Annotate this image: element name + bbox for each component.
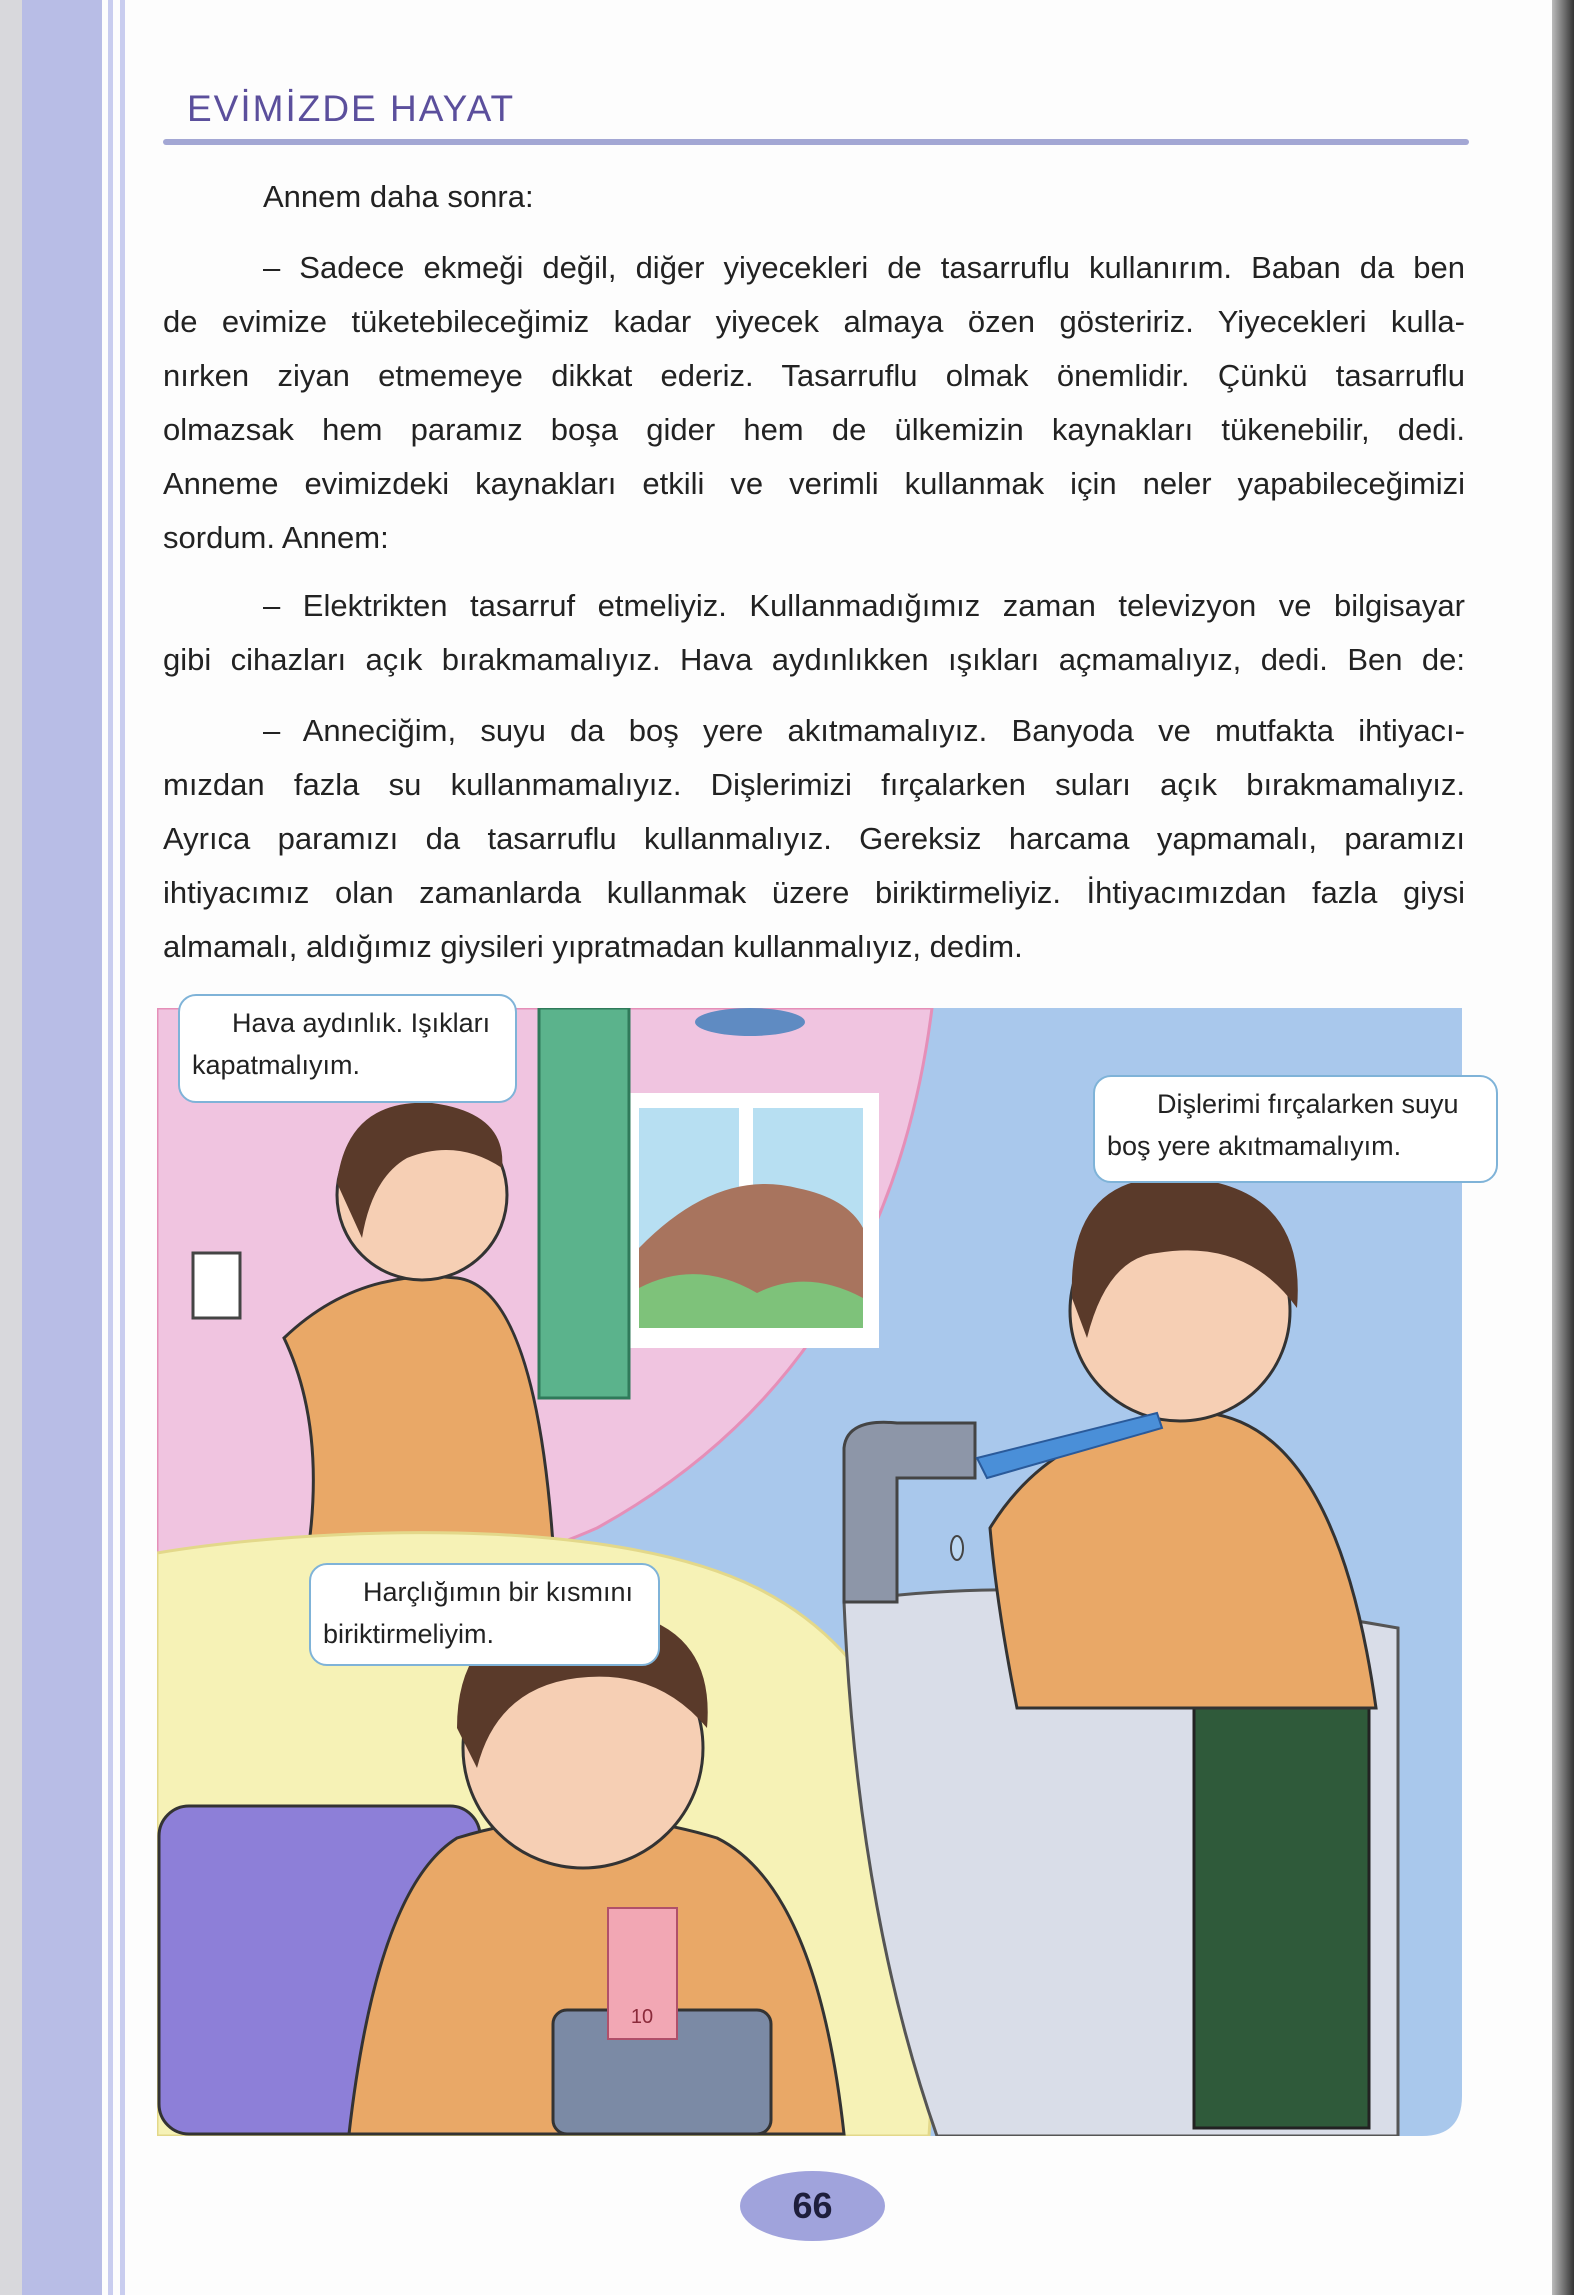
band-stripe [108, 0, 113, 2295]
banknote-value: 10 [630, 2006, 654, 2028]
paragraph-electricity [163, 579, 1465, 687]
text-line: – Sadece ekmeği değil, diğer yiyecekleri de tasarruflu kullanırım. Baban da ben [263, 250, 1465, 285]
speech-bubble-money [309, 1563, 660, 1666]
text-line: gibi cihazları açık bırakmamalıyız. Hava aydınlıkken ışıkları açmamalıyız, dedi. Ben de: [163, 642, 1465, 677]
bubble-line: Harçlığımın bir kısmını [363, 1577, 634, 1607]
text-line: almamalı, aldığımız giysileri yıpratmadan kullanmalıyız, dedim. [163, 929, 1023, 964]
text-line: – Anneciğim, suyu da boş yere akıtmamalıyız. Banyoda ve mutfakta ihtiyacı- [263, 713, 1465, 748]
window [629, 1093, 879, 1348]
speech-bubble-light [178, 994, 517, 1103]
page-number: 66 [740, 2171, 885, 2241]
text-line: Annem daha sonra: [263, 179, 534, 214]
bubble-line: biriktirmeliyim. [323, 1619, 494, 1649]
text-line: mızdan fazla su kullanmamalıyız. Dişlerimizi fırçalarken suları açık bırakmamalıyız. [163, 767, 1465, 802]
page-edge-right [1552, 0, 1574, 2295]
curtain [539, 1008, 629, 1398]
bubble-line: Dişlerimi fırçalarken suyu [1157, 1089, 1459, 1119]
left-color-band [22, 0, 102, 2295]
ceiling-lamp [695, 1008, 805, 1036]
speech-bubble-water [1093, 1075, 1498, 1183]
paragraph-water-money [163, 704, 1465, 974]
bubble-line: kapatmalıyım. [192, 1050, 361, 1080]
text-line: olmazsak hem paramız boşa gider hem de ülkemizin kaynakları tükenebilir, dedi. [163, 412, 1465, 447]
text-line: – Elektrikten tasarruf etmeliyiz. Kullanmadığımız zaman televizyon ve bilgisayar [263, 588, 1465, 623]
text-line: sordum. Annem: [163, 520, 389, 555]
section-title: EVİMİZDE HAYAT [187, 88, 516, 129]
text-line: Ayrıca paramızı da tasarruflu kullanmalıyız. Gereksiz harcama yapmamalı, paramızı [163, 821, 1465, 856]
paragraph-intro [163, 170, 1465, 224]
text-line: de evimize tüketebileceğimiz kadar yiyecek almaya özen gösteririz. Yiyecekleri kulla- [163, 304, 1465, 339]
text-line: ihtiyacımız olan zamanlarda kullanmak üzere biriktirmeliyiz. İhtiyacımızdan fazla giysi [163, 875, 1465, 910]
light-switch [193, 1253, 240, 1318]
water-drop [951, 1536, 963, 1560]
text-line: Anneme evimizdeki kaynakları etkili ve verimli kullanmak için neler yapabileceğimizi [163, 466, 1465, 501]
bubble-line: Hava aydınlık. Işıkları [232, 1008, 491, 1038]
paragraph-mother [163, 241, 1465, 565]
text-line: nırken ziyan etmemeye dikkat ederiz. Tasarruflu olmak önemlidir. Çünkü tasarruflu [163, 358, 1465, 393]
bubble-line: boş yere akıtmamalıyım. [1107, 1131, 1402, 1161]
band-stripe [120, 0, 125, 2295]
page-edge-left [0, 0, 22, 2295]
header-rule [163, 139, 1469, 145]
